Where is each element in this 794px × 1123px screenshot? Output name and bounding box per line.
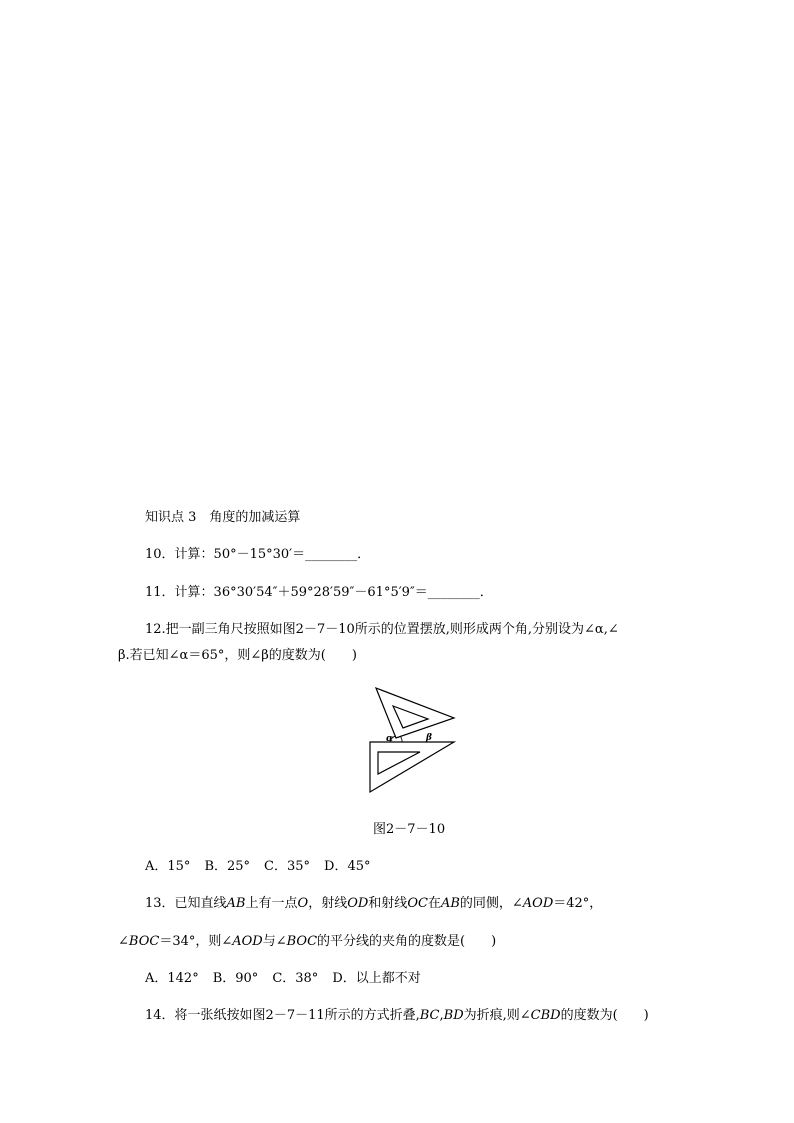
q13-text: ＝42°， <box>553 896 603 911</box>
q14-text: 为折痕,则∠ <box>463 1008 531 1023</box>
q13-text: 上有一点 <box>245 896 298 911</box>
upper-set-square-inner <box>393 706 428 728</box>
label-alpha: α <box>386 734 393 744</box>
question-12-line-1: 12.把一副三角尺按照如图2－7－10所示的位置摆放,则形成两个角,分别设为∠α,∠ <box>145 622 619 637</box>
q13-text: 的平分线的夹角的度数是( ) <box>317 934 497 949</box>
q13-var: AB <box>226 896 246 911</box>
lower-set-square <box>370 742 454 792</box>
q14-var: BD <box>443 1008 464 1023</box>
q13-var: OC <box>407 896 428 911</box>
triangle-rulers-figure <box>366 686 458 796</box>
q14-text: , <box>439 1008 444 1023</box>
q14-var: CBD <box>530 1008 561 1023</box>
q13-text: 与∠ <box>262 934 287 949</box>
question-12-options <box>145 859 371 875</box>
q13-text: 13．已知直线 <box>145 896 227 911</box>
question-13-line-2 <box>118 934 496 950</box>
q14-var: BC <box>419 1008 440 1023</box>
q13-text: ，射线 <box>308 896 348 911</box>
option-c: C．38° <box>272 971 319 986</box>
question-13-options <box>145 971 421 987</box>
section-heading: 知识点 3 角度的加减运算 <box>145 510 301 525</box>
question-13-line-1 <box>145 896 602 912</box>
q13-text: 在 <box>427 896 441 911</box>
q13-text: ∠ <box>118 934 129 949</box>
option-b: B．90° <box>212 971 259 986</box>
figure-caption: 图2－7－10 <box>373 822 446 837</box>
q13-var: OD <box>347 896 369 911</box>
label-beta: β <box>426 733 432 743</box>
angle-beta-arc <box>400 736 402 742</box>
upper-set-square <box>376 688 454 738</box>
q13-var: AOD <box>232 934 263 949</box>
q13-text: 的同侧，∠ <box>459 896 523 911</box>
lower-set-square-inner <box>378 752 420 774</box>
question-11: 11．计算：36°30′54″＋59°28′59″－61°5′9″＝________． <box>145 585 493 600</box>
question-10: 10．计算：50°－15°30′＝________． <box>145 547 371 562</box>
q13-var: AOD <box>522 896 554 911</box>
q13-var: BOC <box>286 934 318 949</box>
option-d: D．以上都不对 <box>332 971 421 986</box>
q14-text: 14．将一张纸按如图2－7－11所示的方式折叠, <box>145 1008 420 1023</box>
question-14 <box>145 1008 649 1024</box>
q13-var: AB <box>440 896 460 911</box>
option-b: B．25° <box>204 859 251 874</box>
option-d: D．45° <box>324 859 371 874</box>
q13-text: ＝34°，则∠ <box>159 934 233 949</box>
q13-var: BOC <box>128 934 160 949</box>
question-12-line-2: β.若已知∠α＝65°，则∠β的度数为( ) <box>118 648 357 663</box>
q13-text: 和射线 <box>368 896 408 911</box>
option-a: A．142° <box>145 971 199 986</box>
option-a: A．15° <box>145 859 191 874</box>
q14-text: 的度数为( ) <box>560 1008 649 1023</box>
q13-var: O <box>297 896 309 911</box>
option-c: C．35° <box>264 859 311 874</box>
